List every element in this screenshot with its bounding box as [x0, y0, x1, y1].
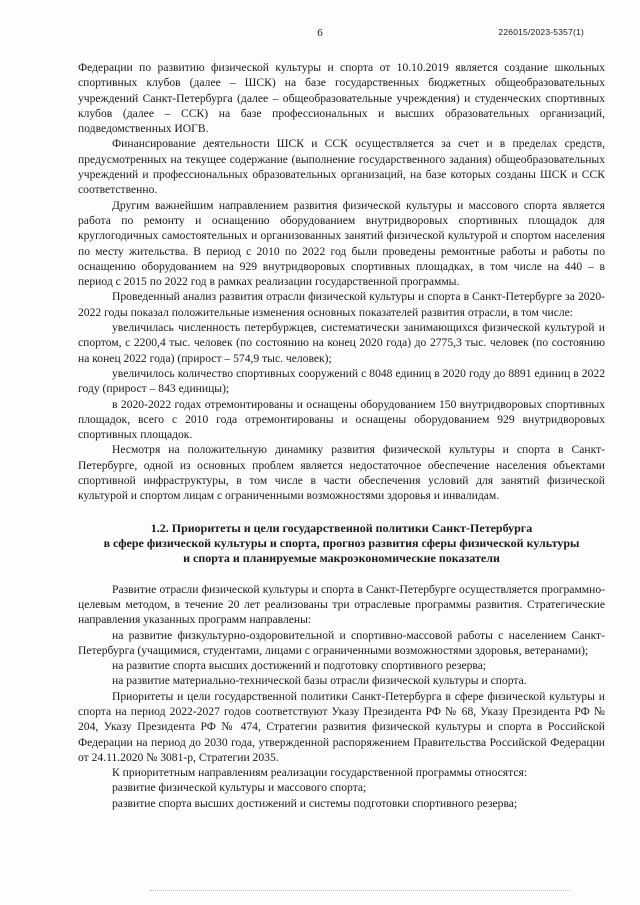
list-item: на развитие физкультурно-оздоровительной и спортивно-массовой работы с населением Санкт-Петербурга (учащимися, студентами, лицами с ограниченными возможностями здоровья, ветеранами);	[78, 628, 605, 657]
list-item: увеличилось количество спортивных сооружений с 8048 единиц в 2020 году до 8891 единиц в 2022 году (прирост – 843 единицы);	[78, 366, 605, 396]
paragraphs-bottom	[78, 582, 605, 811]
page-number: 6	[317, 27, 323, 39]
document-body	[78, 60, 605, 811]
paragraph: Проведенный анализ развития отрасли физической культуры и спорта в Санкт-Петербурге за 2020-2022 годы показал положительные изменения основных показателей развития отрасли, в том числе:	[78, 290, 605, 319]
scan-artifact-line	[150, 890, 570, 892]
list-item: увеличилась численность петербуржцев, систематически занимающихся физической культурой и спортом, с 2200,4 тыс. человек (по состоянию на конец 2020 года) до 2775,3 тыс. человек (по состоянию на конец 2022 года) (прирост – 574,9 тыс. человек);	[78, 321, 605, 365]
document-registration-number: 226015/2023-5357(1)	[498, 27, 584, 37]
section-heading	[78, 521, 605, 566]
section-heading-line: 1.2. Приоритеты и цели государственной политики Санкт-Петербурга	[150, 520, 533, 535]
paragraph: К приоритетным направлениям реализации государственной программы относятся:	[112, 766, 528, 780]
list-item: на развитие материально-технической базы отрасли физической культуры и спорта.	[112, 674, 527, 688]
paragraph: Развитие отрасли физической культуры и спорта в Санкт-Петербурге осуществляется программно-целевым методом, в течение 20 лет реализованы три отраслевые программы развития. Стратегические направления указанных программ направлены:	[78, 582, 605, 627]
section-heading-line: и спорта и планируемые макроэкономические показатели	[183, 550, 500, 565]
list-item: развитие спорта высших достижений и системы подготовки спортивного резерва;	[112, 796, 518, 810]
paragraph: Приоритеты и цели государственной политики Санкт-Петербурга в сфере физической культуры и спорта на период 2022-2027 годов соответствуют Указу Президента РФ № 68, Указу Президента РФ № 204, Указу Президента РФ № 474, Стратегии развития физической культуры и спорта в Российской Федерации на период до 2030 года, утвержденной распоряжением Правительства Российской Федерации от 24.11.2020 № 3081-р, Стратегии 2035.	[78, 689, 605, 764]
list-item: развитие физической культуры и массового спорта;	[112, 781, 367, 795]
paragraph: Несмотря на положительную динамику развития физической культуры и спорта в Санкт-Петербурге, одной из основных проблем является недостаточное обеспечение населения объектами спортивной инфраструктуры, в том числе в части обеспечения условий для занятий физической культурой и спортом лицам с ограниченными возможностями здоровья и инвалидам.	[78, 443, 605, 503]
list-item: в 2020-2022 годах отремонтированы и оснащены оборудованием 150 внутридворовых спортивных площадок, всего с 2010 года отремонтированы и оснащены оборудованием 929 внутридворовых спортивных площадок.	[78, 397, 605, 442]
paragraph: Федерации по развитию физической культуры и спорта от 10.10.2019 является создание школьных спортивных клубов (далее – ШСК) на базе государственных бюджетных общеобразовательных учреждений Санкт-Петербурга (далее – общеобразовательные учреждения) и студенческих спортивных клубов (далее – ССК) на базе профессиональных и высших образовательных организаций, подведомственных ИОГВ.	[78, 61, 605, 136]
paragraph: Другим важнейшим направлением развития физической культуры и массового спорта является работа по ремонту и оснащению оборудованием внутридворовых спортивных площадок для круглогодичных самостоятельных и организованных занятий физической культурой и спортом населения по месту жительства. В период с 2010 по 2022 год были проведены ремонтные работы и работы по оснащению оборудованием на 929 внутридворовых спортивных площадках, в том числе на 440 – в период с 2015 по 2022 год в рамках реализации государственной программы.	[78, 198, 605, 289]
paragraphs-top	[78, 60, 605, 504]
paragraph: Финансирование деятельности ШСК и ССК осуществляется за счет и в пределах средств, предусмотренных на текущее содержание (выполнение государственного задания) общеобразовательных учреждений и профессиональных образовательных организаций, на базе которых созданы ШСК и ССК соответственно.	[78, 137, 605, 197]
section-heading-line: в сфере физической культуры и спорта, прогноз развития сферы физической культуры	[103, 535, 580, 550]
list-item: на развитие спорта высших достижений и подготовку спортивного резерва;	[112, 659, 487, 673]
